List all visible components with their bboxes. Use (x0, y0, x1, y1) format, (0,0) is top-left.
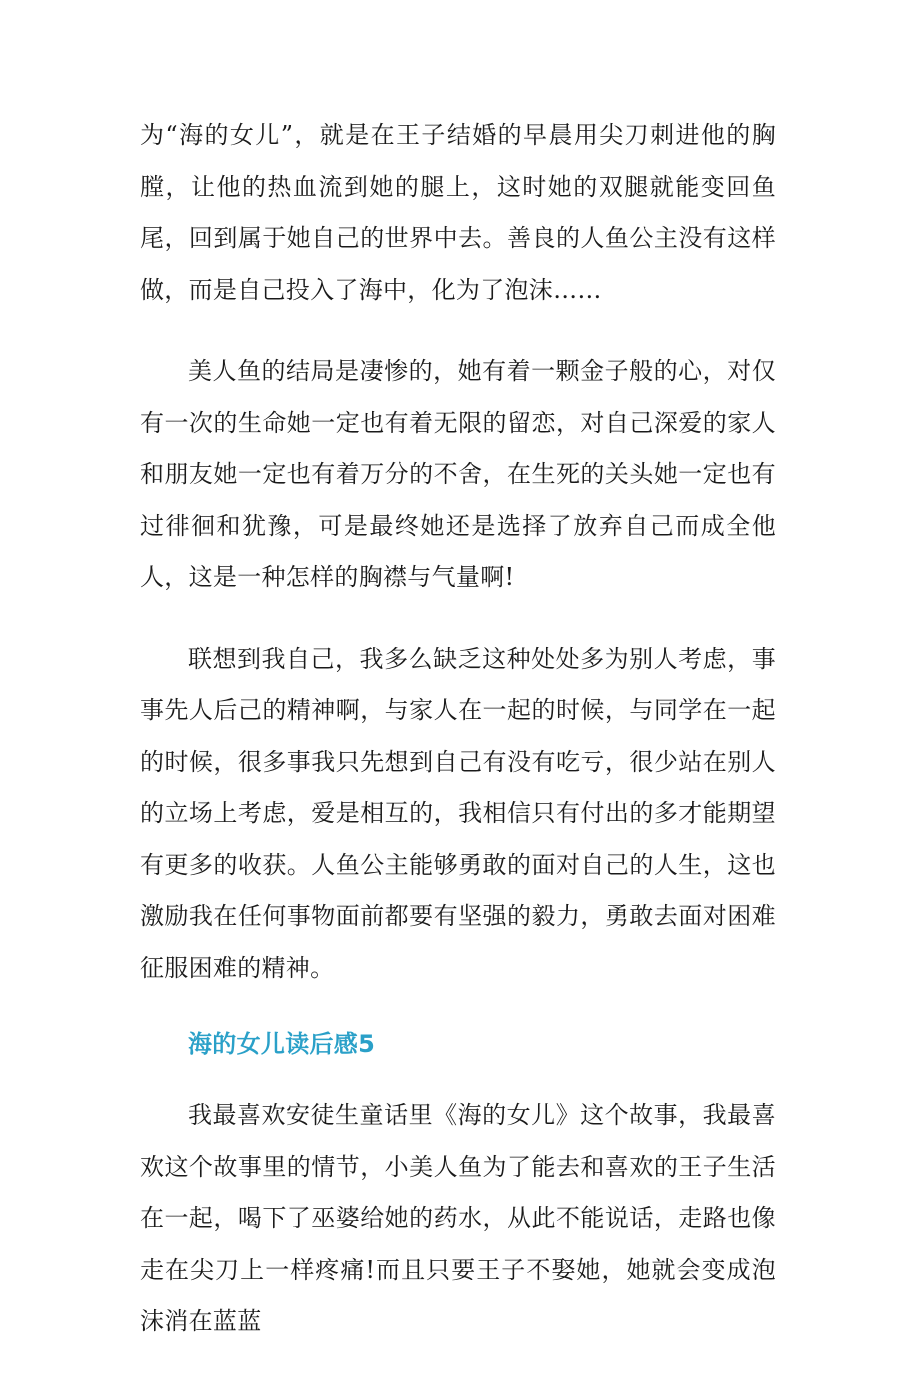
paragraph-ending-reflection: 美人鱼的结局是凄惨的，她有着一颗金子般的心，对仅有一次的生命她一定也有着无限的留恋，对自己深爱的家人和朋友她一定也有着万分的不舍，在生死的关头她一定也有过徘徊和犹豫，可是最终她还是选择了放弃自己而成全他人，这是一种怎样的胸襟与气量啊! (140, 357, 776, 591)
section-heading: 海的女儿读后感5 (188, 1030, 376, 1058)
paragraph-self-reflection: 联想到我自己，我多么缺乏这种处处多为别人考虑，事事先人后己的精神啊，与家人在一起的时候，与同学在一起的时候，很多事我只先想到自己有没有吃亏，很少站在别人的立场上考虑，爱是相互的，我相信只有付出的多才能期望有更多的收获。人鱼公主能够勇敢的面对自己的人生，这也激励我在任何事物面前都要有坚强的毅力，勇敢去面对困难征服困难的精神。 (140, 644, 776, 982)
paragraph-favorite-story: 我最喜欢安徒生童话里《海的女儿》这个故事，我最喜欢这个故事里的情节，小美人鱼为了能去和喜欢的王子生活在一起，喝下了巫婆给她的药水，从此不能说话，走路也像走在尖刀上一样疼痛!而且只要王子不娶她，她就会变成泡沫消在蓝蓝 (140, 1101, 776, 1335)
paragraph-continuation: 为“海的女儿”，就是在王子结婚的早晨用尖刀刺进他的胸膛，让他的热血流到她的腿上，这时她的双腿就能变回鱼尾，回到属于她自己的世界中去。善良的人鱼公主没有这样做，而是自己投入了海中，化为了泡沫…… (140, 121, 776, 304)
document-body (140, 110, 776, 1378)
